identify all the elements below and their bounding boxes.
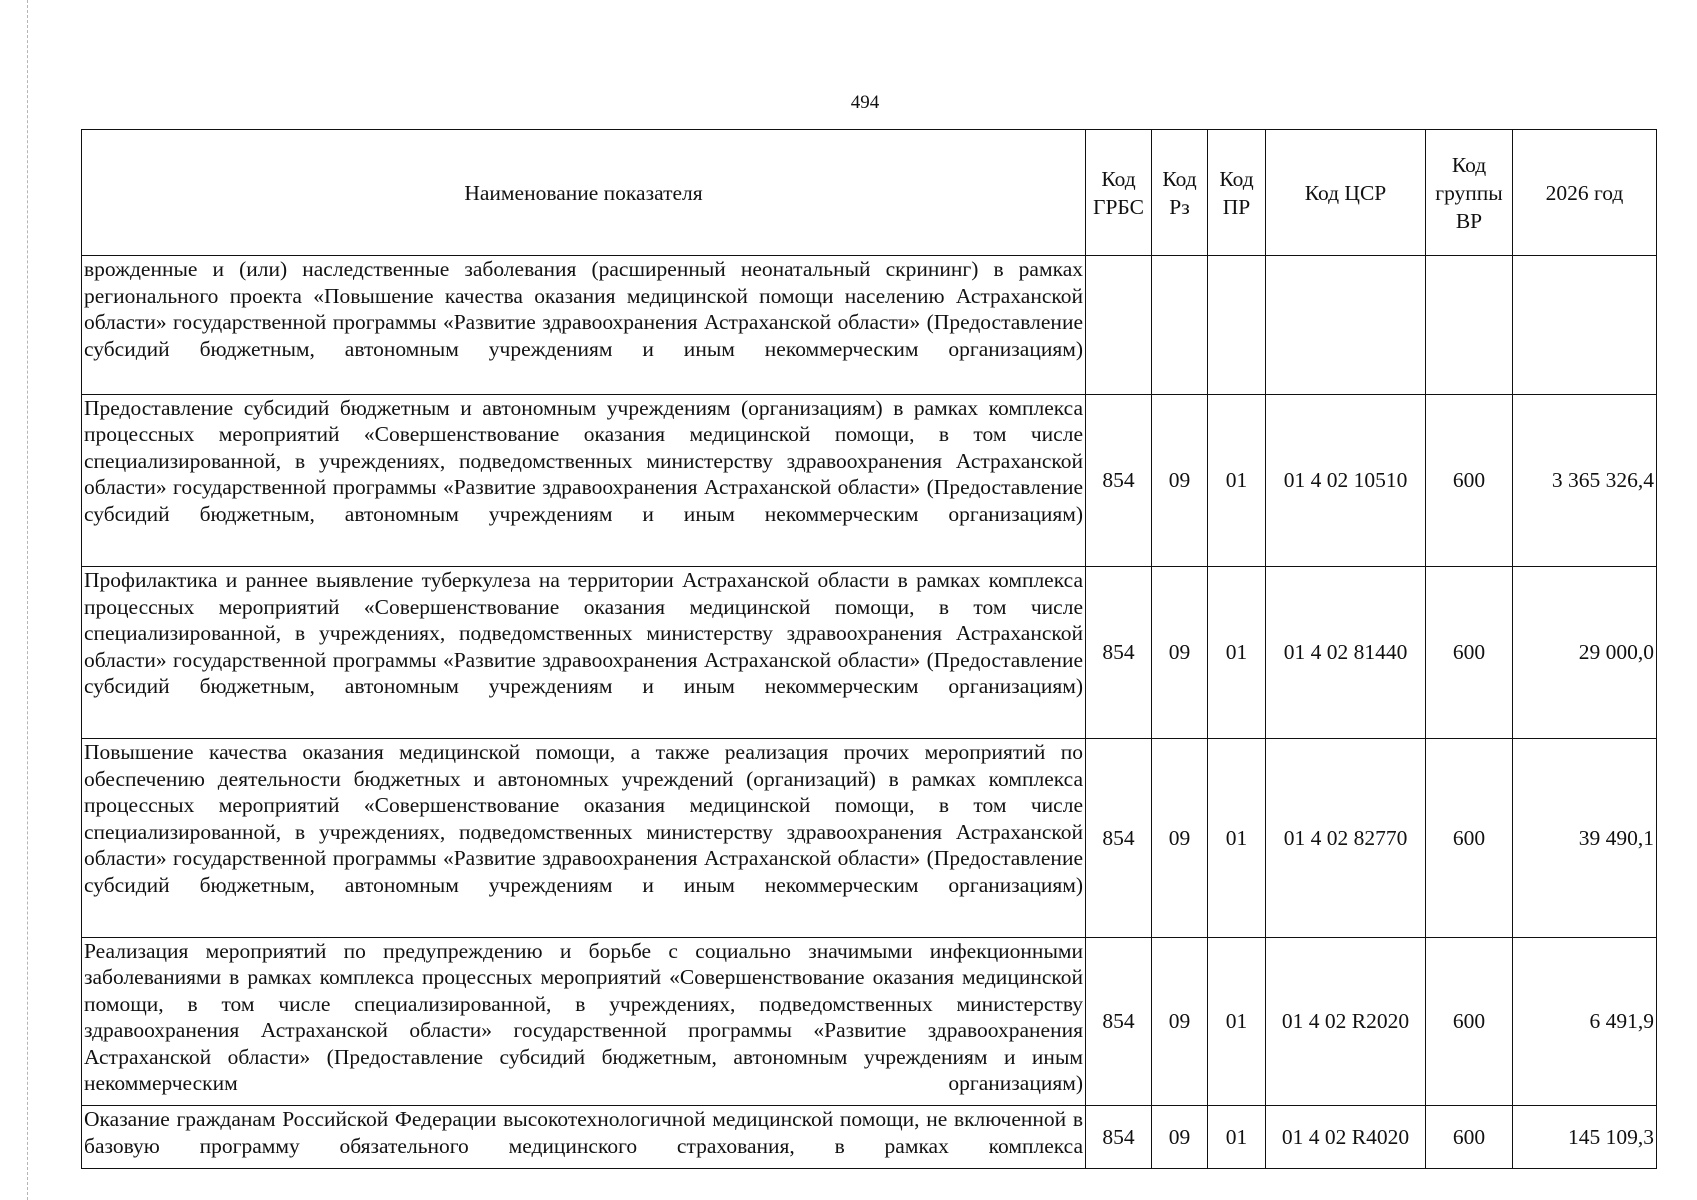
row-name: Профилактика и раннее выявление туберкулеза на территории Астраханской области в рамках комплекса процессных мероприятий «Совершенствование оказания медицинской помощи, в том числе специализированной, в учреждениях, подведомственных министерству здравоохранения Астраханской области» государственной программы «Развитие здравоохранения Астраханской области» (Предоставление субсидий бюджетным, автономным учреждениям и иным некоммерческим организациям) (82, 567, 1086, 739)
row-rz: 09 (1152, 739, 1208, 938)
row-amount: 145 109,3 (1513, 1106, 1657, 1169)
row-grbs: 854 (1086, 567, 1152, 739)
row-name: Реализация мероприятий по предупреждению и борьбе с социально значимыми инфекционными заболеваниями в рамках комплекса процессных мероприятий «Совершенствование оказания медицинской помощи, в том числе специализированной, в учреждениях, подведомственных министерству здравоохранения Астраханской области» государственной программы «Развитие здравоохранения Астраханской области» (Предоставление субсидий бюджетным, автономным учреждениям и иным некоммерческим организациям) (82, 937, 1086, 1105)
header-grbs: Код ГРБС (1086, 130, 1152, 256)
row-rz: 09 (1152, 394, 1208, 566)
row-rz: 09 (1152, 1106, 1208, 1169)
row-name: врожденные и (или) наследственные заболевания (расширенный неонатальный скрининг) в рамках регионального проекта «Повышение качества оказания медицинской помощи населению Астраханской области» государственной программы «Развитие здравоохранения Астраханской области» (Предоставление субсидий бюджетным, автономным учреждениям и иным некоммерческим организациям) (82, 256, 1086, 395)
header-pr: Код ПР (1208, 130, 1266, 256)
row-amount: 3 365 326,4 (1513, 394, 1657, 566)
row-csr (1266, 256, 1426, 395)
header-row (82, 130, 1657, 256)
row-rz: 09 (1152, 937, 1208, 1105)
row-pr (1208, 256, 1266, 395)
row-name: Оказание гражданам Российской Федерации высокотехнологичной медицинской помощи, не включенной в базовую программу обязательного медицинского страхования, в рамках комплекса (82, 1106, 1086, 1169)
row-amount: 39 490,1 (1513, 739, 1657, 938)
row-vr: 600 (1426, 937, 1513, 1105)
header-vr: Код группы ВР (1426, 130, 1513, 256)
row-pr: 01 (1208, 394, 1266, 566)
table-row (82, 739, 1657, 938)
row-csr: 01 4 02 81440 (1266, 567, 1426, 739)
row-vr: 600 (1426, 1106, 1513, 1169)
page-number: 494 (850, 92, 880, 113)
row-grbs: 854 (1086, 739, 1152, 938)
row-grbs: 854 (1086, 937, 1152, 1105)
row-pr: 01 (1208, 937, 1266, 1105)
row-grbs (1086, 256, 1152, 395)
row-grbs: 854 (1086, 1106, 1152, 1169)
row-rz (1152, 256, 1208, 395)
row-csr: 01 4 02 10510 (1266, 394, 1426, 566)
row-grbs: 854 (1086, 394, 1152, 566)
header-year: 2026 год (1513, 130, 1657, 256)
header-csr: Код ЦСР (1266, 130, 1426, 256)
row-vr: 600 (1426, 567, 1513, 739)
row-vr: 600 (1426, 394, 1513, 566)
table-row (82, 256, 1657, 395)
header-rz: Код Рз (1152, 130, 1208, 256)
row-vr (1426, 256, 1513, 395)
row-pr: 01 (1208, 739, 1266, 938)
row-name: Предоставление субсидий бюджетным и автономным учреждениям (организациям) в рамках комплекса процессных мероприятий «Совершенствование оказания медицинской помощи, в том числе специализированной, в учреждениях, подведомственных министерству здравоохранения Астраханской области» государственной программы «Развитие здравоохранения Астраханской области» (Предоставление субсидий бюджетным, автономным учреждениям и иным некоммерческим организациям) (82, 394, 1086, 566)
budget-table (81, 129, 1657, 1169)
row-rz: 09 (1152, 567, 1208, 739)
row-csr: 01 4 02 82770 (1266, 739, 1426, 938)
row-vr: 600 (1426, 739, 1513, 938)
row-amount (1513, 256, 1657, 395)
row-csr: 01 4 02 R4020 (1266, 1106, 1426, 1169)
row-amount: 29 000,0 (1513, 567, 1657, 739)
row-name: Повышение качества оказания медицинской помощи, а также реализация прочих мероприятий по обеспечению деятельности бюджетных и автономных учреждений (организаций) в рамках комплекса процессных мероприятий «Совершенствование оказания медицинской помощи, в том числе специализированной, в учреждениях, подведомственных министерству здравоохранения Астраханской области» государственной программы «Развитие здравоохранения Астраханской области» (Предоставление субсидий бюджетным, автономным учреждениям и иным некоммерческим организациям) (82, 739, 1086, 938)
table-row (82, 567, 1657, 739)
row-pr: 01 (1208, 567, 1266, 739)
header-name: Наименование показателя (82, 130, 1086, 256)
row-csr: 01 4 02 R2020 (1266, 937, 1426, 1105)
row-pr: 01 (1208, 1106, 1266, 1169)
left-margin-line (27, 0, 28, 1200)
table-row (82, 937, 1657, 1105)
table-row (82, 1106, 1657, 1169)
table-row (82, 394, 1657, 566)
row-amount: 6 491,9 (1513, 937, 1657, 1105)
